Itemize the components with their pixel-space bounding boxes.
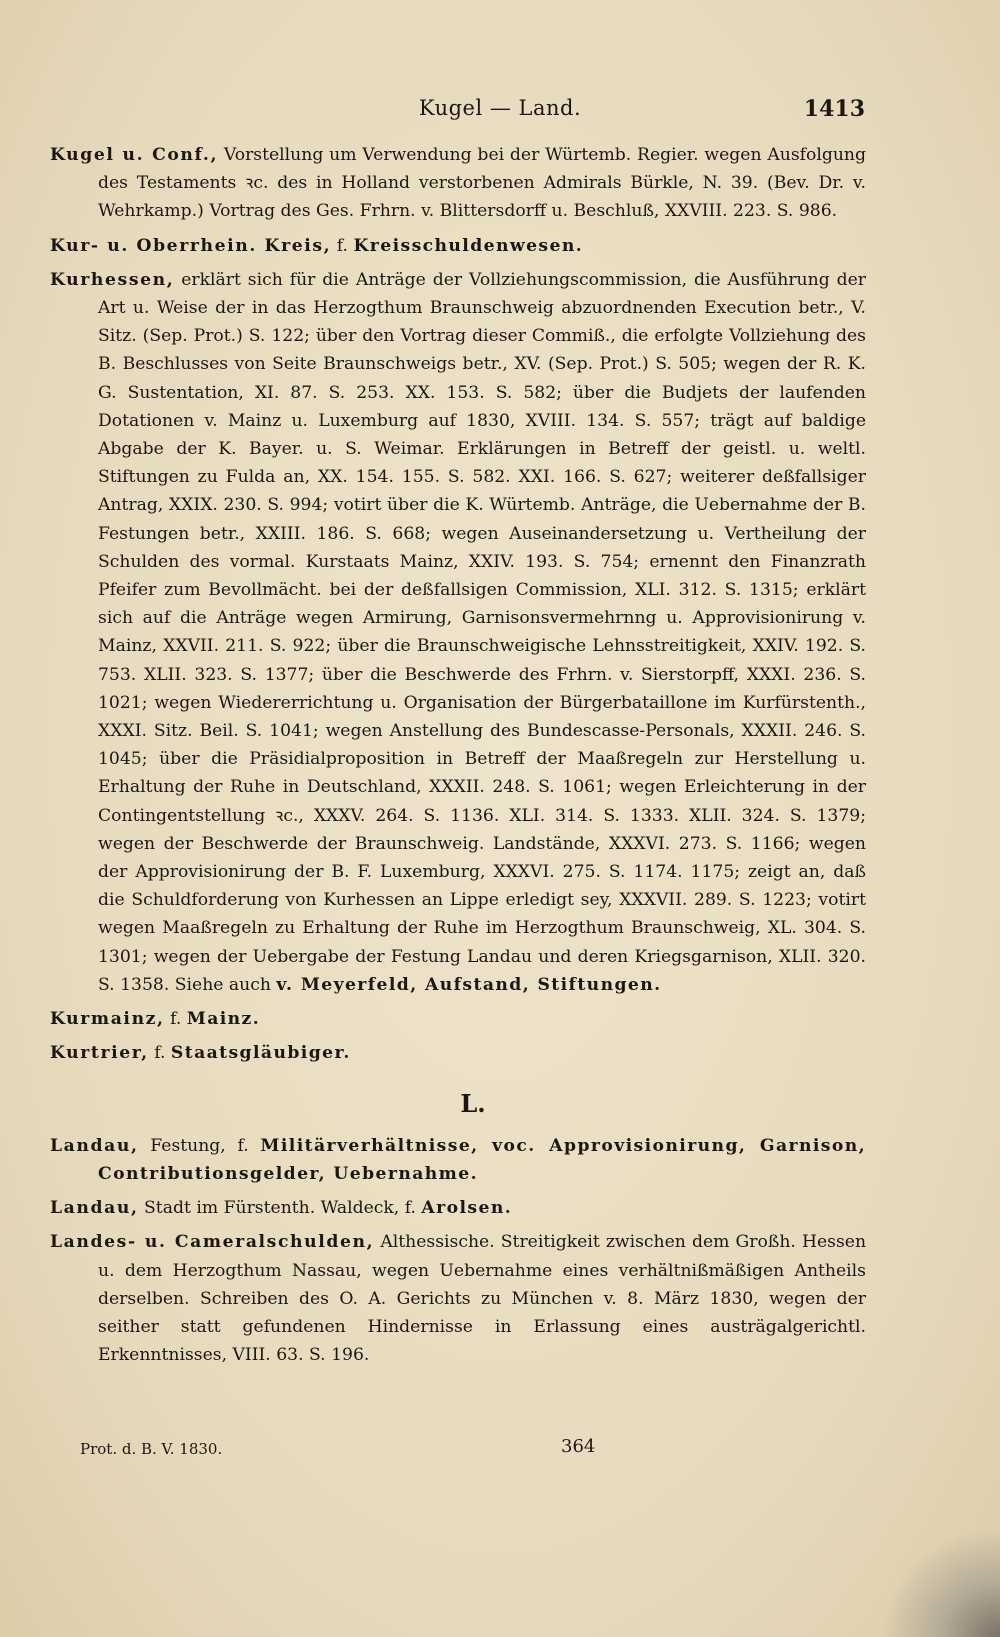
header-title: Kugel — Land. xyxy=(418,96,582,120)
index-entry-kugel xyxy=(50,141,866,226)
running-header xyxy=(0,96,1000,130)
entry-term: Kurtrier, xyxy=(50,1043,149,1064)
entry-term: Landau, xyxy=(50,1198,139,1219)
cross-reference: Mainz. xyxy=(186,1009,261,1030)
entry-text: f. xyxy=(154,1043,166,1064)
entry-term: Landau, xyxy=(50,1135,139,1156)
section-letter-heading: L. xyxy=(460,1088,486,1118)
cross-reference: Kreisschuldenwesen. xyxy=(353,235,584,256)
index-entry-kur-oberrhein xyxy=(50,232,866,260)
index-entry-kurhessen xyxy=(50,266,866,999)
entry-term: Landes- u. Cameralschulden, xyxy=(50,1232,375,1253)
footer-signature: Prot. d. B. V. 1830. xyxy=(80,1440,223,1458)
entry-text: Festung, f. xyxy=(150,1135,249,1156)
header-page-number: 1413 xyxy=(803,96,865,122)
cross-reference: Staatsgläubiger. xyxy=(170,1043,351,1064)
entry-text: Althessische. Streitigkeit zwischen dem Großh. Hessen u. dem Herzogthum Nassau, wegen Uebernahme eines verhältnißmäßigen Antheils derselben. Schreiben des O. A. Gerichts zu München v. 8. März 1830, wegen der seither statt gefundenen Hindernisse in Erlassung eines austrägalgerichtl. Erkenntnisses, VIII. 63. S. 196. xyxy=(98,1232,867,1366)
index-entry-landesschulden xyxy=(50,1228,866,1369)
index-entry-landau-festung xyxy=(50,1132,866,1188)
page-corner-shadow xyxy=(880,1527,1000,1637)
cross-reference: Arolsen. xyxy=(421,1198,513,1219)
entry-term: Kur- u. Oberrhein. Kreis, xyxy=(50,235,332,256)
footer-sheet-number: 364 xyxy=(561,1436,596,1457)
entry-text: Vorstellung um Verwendung bei der Würtemb. Regier. wegen Ausfolgung des Testaments ꝛc. des in Holland verstorbenen Admirals Bürkle, N. 39. (Bev. Dr. v. Wehrkamp.) Vortrag des Ges. Frhrn. v. Blittersdorff u. Beschluß, XXVIII. 223. S. 986. xyxy=(98,145,866,222)
entry-text: f. xyxy=(170,1009,182,1030)
page-footer xyxy=(80,1436,940,1466)
index-entry-kurmainz xyxy=(50,1005,866,1033)
index-content xyxy=(50,141,866,1375)
index-entry-landau-stadt xyxy=(50,1194,866,1222)
cross-reference: Militärverhältnisse, voc. Approvisionirung, Garnison, Contributionsgelder, Uebernahme. xyxy=(98,1135,867,1184)
entry-text: f. xyxy=(336,235,348,256)
entry-term: Kugel u. Conf., xyxy=(50,145,219,165)
index-entry-kurtrier xyxy=(50,1039,866,1067)
entry-term: Kurhessen, xyxy=(50,269,175,290)
entry-text: Stadt im Fürstenth. Waldeck, f. xyxy=(144,1198,416,1219)
entry-term: Kurmainz, xyxy=(50,1009,165,1030)
cross-reference: v. Meyerfeld, Aufstand, Stiftungen. xyxy=(276,974,662,995)
entry-text: erklärt sich für die Anträge der Vollziehungscommission, die Ausführung der Art u. Weise der in das Herzogthum Braunschweig abzuordnenden Execution betr., V. Sitz. (Sep. Prot.) S. 122; über den Vortrag dieser Commiß., die erfolgte Vollziehung des B. Beschlusses von Seite Braunschweigs betr., XV. (Sep. Prot.) S. 505; wegen der R. K. G. Sustentation, XI. 87. S. 253. XX. 153. S. 582; über die Budjets der laufenden Dotationen v. Mainz u. Luxemburg auf 1830, XVIII. 134. S. 557; trägt auf baldige Abgabe der K. Bayer. u. S. Weimar. Erklärungen in Betreff der geistl. u. weltl. Stiftungen zu Fulda an, XX. 154. 155. S. 582. XXI. 166. S. 627; weiterer deßfallsiger Antrag, XXIX. 230. S. 994; votirt über die K. Würtemb. Anträge, die Uebernahme der B. Festungen betr., XXIII. 186. S. 668; wegen Auseinandersetzung u. Vertheilung der Schulden des vormal. Kurstaats Mainz, XXIV. 193. S. 754; ernennt den Finanzrath Pfeifer zum Bevollmächt. bei der deßfallsigen Commission, XLI. 312. S. 1315; erklärt sich auf die Anträge wegen Armirung, Garnisonsvermehrnng u. Approvisionirung v. Mainz, XXVII. 211. S. 922; über die Braunschweigische Lehnsstreitigkeit, XXIV. 192. S. 753. XLII. 323. S. 1377; über die Beschwerde des Frhrn. v. Sierstorpff, XXXI. 236. S. 1021; wegen Wiedererrichtung u. Organisation der Bürgerbataillone im Kurfürstenth., XXXI. Sitz. Beil. S. 1041; wegen Anstellung des Bundescasse-Personals, XXXII. 246. S. 1045; über die Präsidialproposition in Betreff der Maaßregeln zur Herstellung u. Erhaltung der Ruhe in Deutschland, XXXII. 248. S. 1061; wegen Erleichterung in der Contingentstellung ꝛc., XXXV. 264. S. 1136. XLI. 314. S. 1333. XLII. 324. S. 1379; wegen der Beschwerde der Braunschweig. Landstände, XXXVI. 273. S. 1166; wegen der Approvisionirung der B. F. Luxemburg, XXXVI. 275. S. 1174. 1175; zeigt an, daß die Schuldforderung von Kurhessen an Lippe erledigt sey, XXXVII. 289. S. 1223; votirt wegen Maaßregeln zu Erhaltung der Ruhe im Herzogthum Braunschweig, XL. 304. S. 1301; wegen der Uebergabe der Festung Landau und deren Kriegsgarnison, XLII. 320. S. 1358. Siehe auch xyxy=(98,269,866,995)
